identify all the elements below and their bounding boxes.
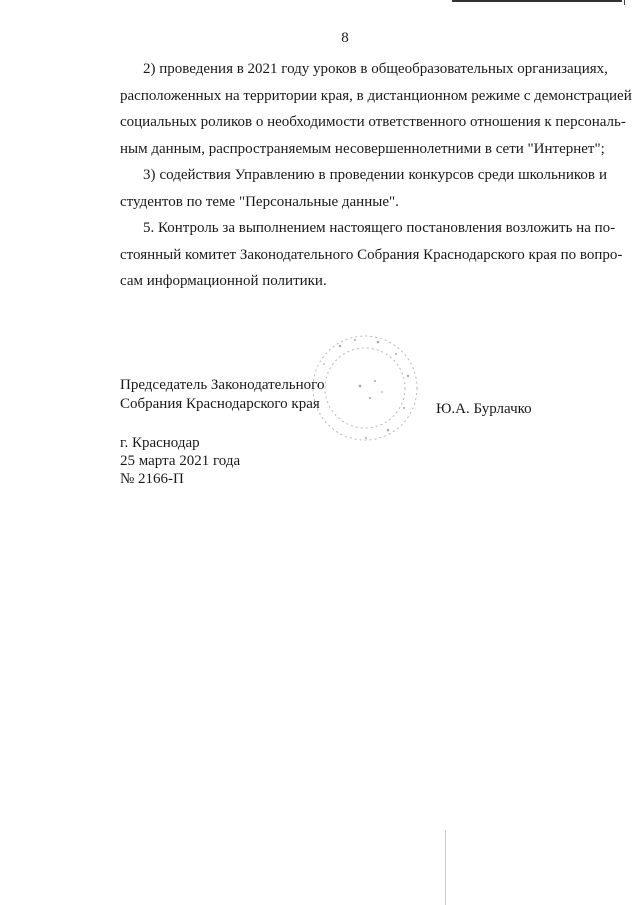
text-line: 3) содействия Управлению в проведении конкурсов среди школьников и — [143, 167, 607, 183]
document-city: г. Краснодар — [120, 435, 200, 451]
text-line: студентов по теме "Персональные данные". — [120, 193, 399, 210]
document-date: 25 марта 2021 года — [120, 453, 241, 469]
corner-mark — [624, 0, 635, 5]
top-border-line — [452, 0, 622, 2]
text-line: стоянный комитет Законодательного Собрания Краснодарского края по вопро- — [120, 246, 623, 263]
text-line: 5. Контроль за выполнением настоящего постановления возложить на по- — [143, 220, 616, 236]
signer-position-line: Председатель Законодательного — [120, 377, 325, 393]
text-line: социальных роликов о необходимости ответственного отношения к персональ- — [120, 114, 626, 130]
paragraph-item-2 — [120, 56, 632, 162]
text-line: сам информационной политики. — [120, 273, 327, 289]
paragraph-item-3 — [120, 162, 607, 215]
page-number: 8 — [341, 30, 349, 46]
scan-artifact-line — [445, 830, 446, 905]
paragraph-control — [120, 215, 623, 295]
text-line: ным данным, распространяемым несовершеннолетними в сети "Интернет"; — [120, 140, 605, 157]
document-number: № 2166-П — [120, 471, 184, 487]
text-line: расположенных на территории края, в дистанционном режиме с демонстрацией — [120, 87, 632, 104]
text-line: 2) проведения в 2021 году уроков в общеобразовательных организациях, — [143, 61, 608, 77]
document-info — [120, 434, 240, 488]
document-body — [120, 56, 632, 295]
signer-position-line: Собрания Краснодарского края — [120, 396, 320, 412]
signer-name: Ю.А. Бурлачко — [436, 401, 532, 417]
